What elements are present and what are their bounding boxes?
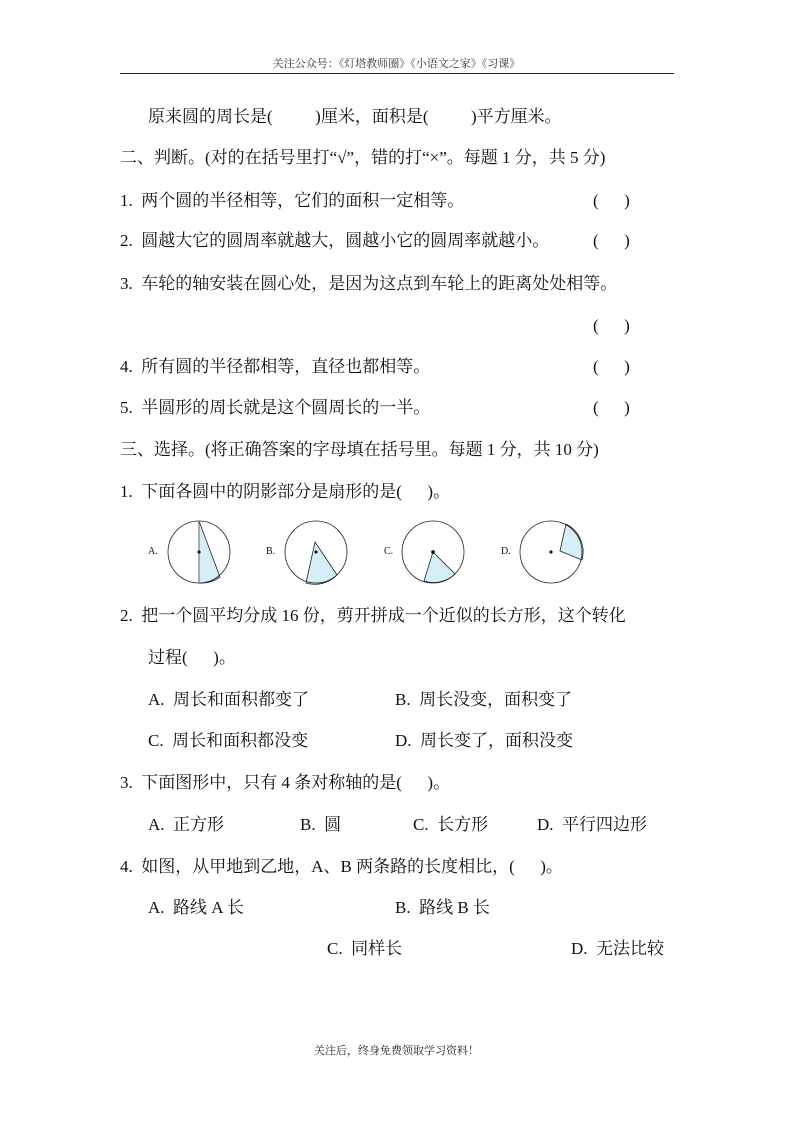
circle-a	[168, 521, 230, 583]
fig-label-a: A.	[148, 546, 158, 557]
choice-2-option-d: D. 周长变了，面积没变	[395, 731, 574, 750]
choice-2-option-c: C. 周长和面积都没变	[148, 731, 309, 750]
circle-b	[285, 521, 347, 584]
choice-3-option-a: A. 正方形	[148, 815, 225, 834]
circle-c	[402, 521, 464, 583]
page-header: 关注公众号：《灯塔教师圈》《小语文之家》《习课》	[272, 58, 521, 70]
choice-4-option-c: C. 同样长	[327, 939, 403, 958]
choice-4-option-b: B. 路线 B 长	[395, 898, 490, 917]
section-2-heading: 二、判断。(对的在括号里打“√”，错的打“×”。每题 1 分，共 5 分)	[120, 148, 606, 167]
choice-2-option-b: B. 周长没变，面积变了	[395, 690, 573, 709]
judge-1: 1. 两个圆的半径相等，它们的面积一定相等。	[120, 191, 465, 210]
fig-label-d: D.	[501, 546, 511, 557]
choice-3: 3. 下面图形中，只有 4 条对称轴的是( )。	[120, 773, 451, 792]
line-circle-perimeter-area: 原来圆的周长是( )厘米，面积是( )平方厘米。	[148, 107, 562, 126]
choice-1: 1. 下面各圆中的阴影部分是扇形的是( )。	[120, 482, 451, 501]
choice-3-option-b: B. 圆	[300, 815, 342, 834]
choice-4-option-d: D. 无法比较	[571, 939, 665, 958]
judge-1-paren: ( )	[593, 191, 630, 210]
judge-4: 4. 所有圆的半径都相等，直径也都相等。	[120, 357, 431, 376]
choice-2-option-a: A. 周长和面积都变了	[148, 690, 310, 709]
choice-3-option-c: C. 长方形	[413, 815, 489, 834]
judge-3-paren: ( )	[593, 316, 630, 335]
judge-2: 2. 圆越大它的圆周率就越大，圆越小它的圆周率就越小。	[120, 231, 550, 250]
sector-figures	[140, 515, 600, 590]
choice-2-line2: 过程( )。	[148, 648, 236, 667]
judge-2-paren: ( )	[593, 231, 630, 250]
judge-4-paren: ( )	[593, 357, 630, 376]
page-footer: 关注后，终身免费领取学习资料！	[314, 1045, 479, 1057]
judge-3: 3. 车轮的轴安装在圆心处，是因为这点到车轮上的距离处处相等。	[120, 274, 618, 293]
fig-label-b: B.	[266, 546, 276, 557]
judge-5: 5. 半圆形的周长就是这个圆周长的一半。	[120, 398, 431, 417]
header-rule	[120, 73, 674, 74]
choice-2-line1: 2. 把一个圆平均分成 16 份，剪开拼成一个近似的长方形，这个转化	[120, 606, 626, 625]
judge-5-paren: ( )	[593, 398, 630, 417]
choice-4-option-a: A. 路线 A 长	[148, 898, 244, 917]
section-3-heading: 三、选择。(将正确答案的字母填在括号里。每题 1 分，共 10 分)	[120, 440, 599, 459]
circle-d	[520, 521, 583, 583]
fig-label-c: C.	[384, 546, 394, 557]
choice-4: 4. 如图，从甲地到乙地，A、B 两条路的长度相比，( )。	[120, 857, 563, 876]
choice-3-option-d: D. 平行四边形	[537, 815, 648, 834]
